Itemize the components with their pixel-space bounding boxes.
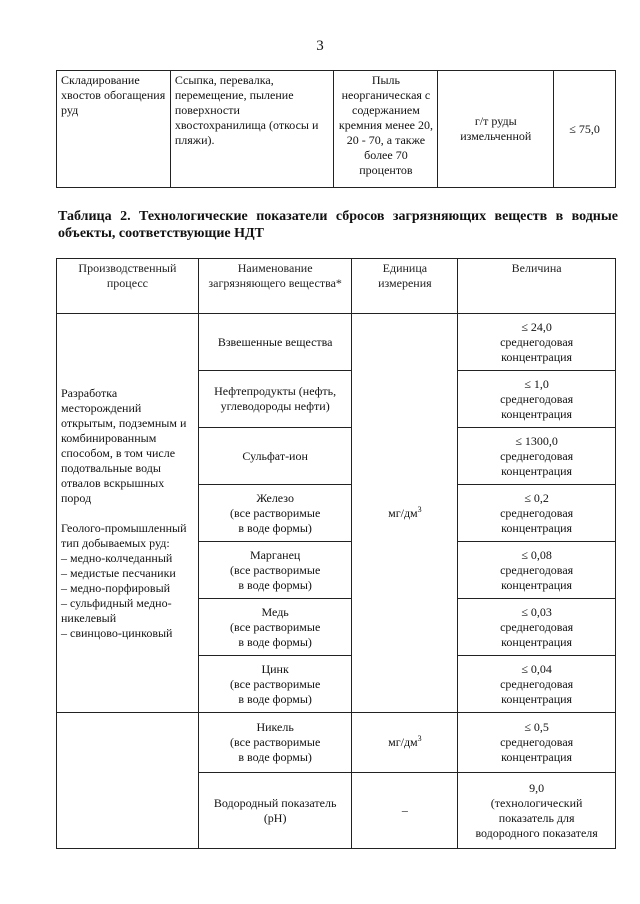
cell-pollutant: Никель (все растворимые в воде формы) — [198, 713, 352, 773]
cell-pollutant: Водородный показатель (рН) — [198, 773, 352, 849]
cell-value: ≤ 1,0 среднегодовая концентрация — [458, 371, 616, 428]
header-process: Производственный процесс — [57, 259, 199, 314]
cell-process: Разработка месторождений открытым, подземным и комбинированным способом, в том числе подотвальные воды отвалов вскрышных пород Геолого-промышленный тип добываемых руд: – медно-колчеданный – медистые песчаники – медно-порфировый – сульфидный медно-никелевый – свинцово-цинковый — [57, 314, 199, 713]
cell-pollutant: Пыль неорганическая с содержанием кремния менее 20, 20 - 70, а также более 70 процентов — [334, 71, 438, 188]
cell-pollutant: Взвешенные вещества — [198, 314, 352, 371]
cell-value: ≤ 0,5 среднегодовая концентрация — [458, 713, 616, 773]
cell-unit: $мг/дм^3$ — [352, 713, 458, 773]
cell-unit: $мг/дм^3$ — [352, 314, 458, 713]
cell-value: ≤ 0,04 среднегодовая концентрация — [458, 656, 616, 713]
table-row — [57, 71, 616, 188]
cell-pollutant: Медь (все растворимые в воде формы) — [198, 599, 352, 656]
header-value: Величина — [458, 259, 616, 314]
table-row — [57, 713, 616, 773]
cell-process: Складирование хвостов обогащения руд — [57, 71, 171, 188]
cell-value: ≤ 0,03 среднегодовая концентрация — [458, 599, 616, 656]
table-2-heading: Таблица 2. Технологические показатели сбросов загрязняющих веществ в водные объекты, соответствующие НДТ — [58, 209, 618, 241]
cell-pollutant: Сульфат-ион — [198, 428, 352, 485]
header-pollutant: Наименование загрязняющего вещества* — [198, 259, 352, 314]
cell-value: ≤ 0,08 среднегодовая концентрация — [458, 542, 616, 599]
page-number: 3 — [316, 38, 324, 54]
table-header-row — [57, 259, 616, 314]
cell-unit: – — [352, 773, 458, 849]
cell-operation: Ссыпка, перевалка, перемещение, пыление поверхности хвостохранилища (откосы и пляжи). — [170, 71, 334, 188]
cell-pollutant: Нефтепродукты (нефть, углеводороды нефти) — [198, 371, 352, 428]
cell-value: ≤ 0,2 среднегодовая концентрация — [458, 485, 616, 542]
cell-process-empty — [57, 713, 199, 849]
cell-value: ≤ 75,0 — [554, 71, 616, 188]
cell-pollutant: Цинк (все растворимые в воде формы) — [198, 656, 352, 713]
cell-value: 9,0 (технологический показатель для водородного показателя — [458, 773, 616, 849]
table-2 — [56, 258, 616, 849]
cell-value: ≤ 24,0 среднегодовая концентрация — [458, 314, 616, 371]
cell-value: ≤ 1300,0 среднегодовая концентрация — [458, 428, 616, 485]
cell-unit: г/т руды измельченной — [438, 71, 554, 188]
cell-pollutant: Марганец (все растворимые в воде формы) — [198, 542, 352, 599]
cell-pollutant: Железо (все растворимые в воде формы) — [198, 485, 352, 542]
table-row — [57, 314, 616, 371]
header-unit: Единица измерения — [352, 259, 458, 314]
table-1-continuation — [56, 70, 616, 188]
